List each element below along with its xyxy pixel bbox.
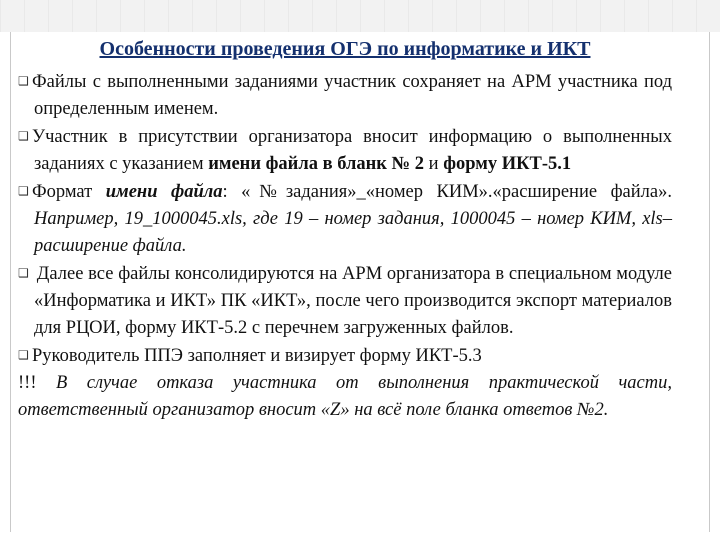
emphasis-file-name: имени файла [105, 182, 223, 202]
emphasis-file-name-form2: имени файла в бланк № 2 [208, 154, 425, 174]
checkbox-bullet-icon: ❑ [18, 74, 29, 88]
top-decorative-band [0, 0, 720, 32]
checkbox-bullet-icon: ❑ [18, 266, 29, 280]
warning-note [18, 370, 672, 424]
list-item-1: ❑ Файлы с выполненными заданиями участник сохраняет на АРМ участника под определенным именем. [18, 68, 672, 123]
list-item-2: ❑ Участник в присутствии организатора вносит информацию о выполненных заданиях с указанием имени файла в бланк № 2 и форму ИКТ-5.1 [18, 123, 672, 178]
note-prefix: !!! [18, 373, 56, 393]
checkbox-bullet-icon: ❑ [18, 184, 29, 198]
checkbox-bullet-icon: ❑ [18, 348, 29, 362]
example-text: Например, 19_1000045.xls, где 19 – номер задания, 1000045 – номер КИМ, xls– расширение файла. [34, 209, 672, 256]
slide-title: Особенности проведения ОГЭ по информатике и ИКТ [99, 38, 591, 60]
emphasis-form-ikt51: форму ИКТ-5.1 [443, 154, 572, 174]
list-item-5: ❑ Руководитель ППЭ заполняет и визирует форму ИКТ-5.3 [18, 342, 672, 370]
checkbox-bullet-icon: ❑ [18, 129, 29, 143]
list-item-3: ❑ Формат имени файла: «№задания»_«номер КИМ».«расширение файла». Например, 19_1000045.xls, где 19 – номер задания, 1000045 – номер КИМ, xls– расширение файла. [18, 178, 672, 260]
slide-content [18, 36, 672, 424]
note-text: В случае отказа участника от выполнения практической части, ответственный организатор вносит «Z» на всё поле бланка ответов №2. [18, 373, 672, 420]
list-item-4: ❑ Далее все файлы консолидируются на АРМ организатора в специальном модуле «Информатика и ИКТ» ПК «ИКТ», после чего производится экспорт материалов для РЦОИ, форму ИКТ-5.2 с перечнем загруженных файлов. [18, 260, 672, 342]
